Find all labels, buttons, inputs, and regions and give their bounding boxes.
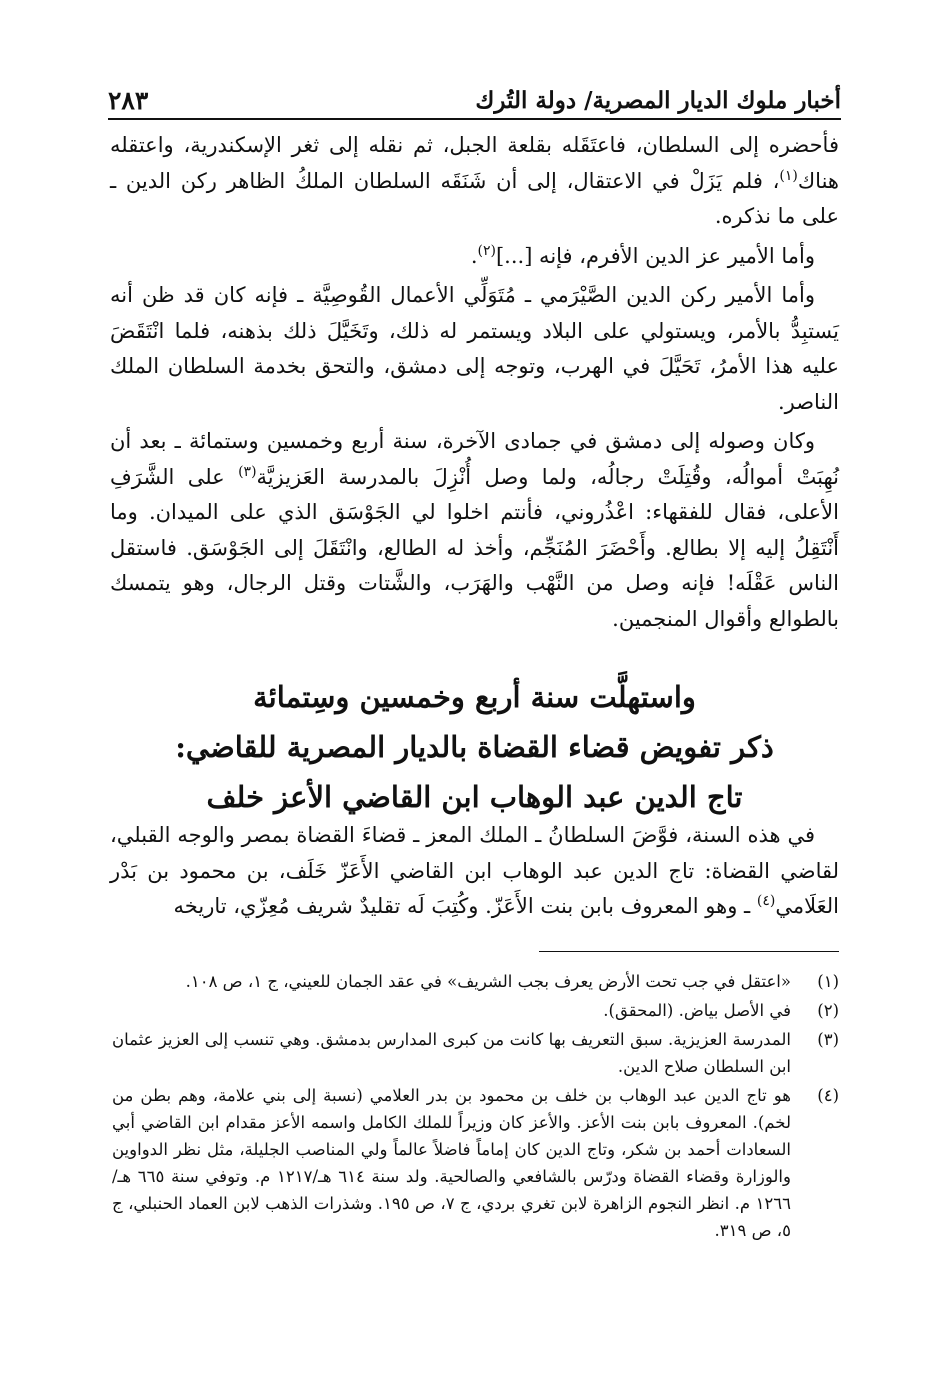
footnote-number: (١)	[817, 972, 839, 991]
footnote-item	[112, 1026, 839, 1080]
paragraph: في هذه السنة، فوَّضَ السلطانُ ـ الملك المعز ـ قضاءَ القضاة بمصر والوجه القبلي، لقاضي القضاة: تاج الدين عبد الوهاب ابن القاضي الأَعَزّ خَلَف، بن محمود بن بَدْر العَلَامي$^{(٤)}$ ـ وهو المعروف بابن بنت الأَعَزّ. وكُتِبَ لَه تقليدٌ شريف مُعِزّي، تاريخه	[110, 823, 839, 918]
main-text	[110, 128, 839, 641]
paragraph: وكان وصوله إلى دمشق في جمادى الآخرة، سنة أربع وخمسين وستمائة ـ بعد أن نُهِبَتْ أموالُه، وقُتِلَتْ رجالُه، ولما وصل أُنْزِلَ بالمدرسة العَزيزيَّة$^{(٣)}$ على الشَّرَفِ الأعلى، فقال للفقهاء: اعْذُروني، فأنتم اخلوا لي الجَوْسَق الذي على الميدان. وما أَنْتَقِلُ إليه إلا بطالع. وأَحْضَرَ المُنَجِّم، وأخذ له الطالع، وانْتَقَلَ إلى الجَوْسَق. فاستقل الناس عَقْلَه! فإنه وصل من النَّهْب والهَرَب، والشَّتات وقتل الرجال، وهو يتمسك بالطوالع وأقوال المنجمين.	[110, 429, 839, 631]
paragraph: فأحضره إلى السلطان، فاعتَقَله بقلعة الجبل، ثم نقله إلى ثغر الإسكندرية، واعتقله هناك$^{(١)}$، فلم يَزَلْ في الاعتقال، إلى أن شَنَقَه السلطان الملكُ الظاهر ركن الدين ـ على ما نذكره.	[110, 133, 839, 228]
heading-title: ذكر تفويض قضاء القضاة بالديار المصرية للقاضي:	[175, 730, 774, 764]
footnote-text: هو تاج الدين عبد الوهاب بن خلف بن محمود بن بدر العلامي (نسبة إلى بني علامة، وهم بطن من لخم). المعروف بابن بنت الأعز. والأعز كان وزيراً للملك الكامل واسمه الأعز مقدام ابن القاضي أبي السعادات أحمد بن شكر، وتاج الدين كان إماماً فاضلاً عالماً ولي المناصب الجليلة، مثل نظر الدواوين والوزارة وقضاء القضاة ودرّس بالشافعي والصالحية. ولد سنة ٦١٤ هـ/١٢١٧ م. وتوفي سنة ٦٦٥ هـ/١٢٦٦ م. انظر النجوم الزاهرة لابن تغري بردي، ج ٧، ص ١٩٥. وشذرات الذهب لابن العماد الحنبلي، ج ٥، ص ٣١٩.	[112, 1086, 792, 1240]
paragraph: وأما الأمير ركن الدين الصَّيْرَمي ـ مُتَوَلِّي الأعمال القُوصِيَّة ـ فإنه كان قد ظن أنه يَستبِدُّ بالأمر، ويستولي على البلاد ويستمر له ذلك، وتَخَيَّلَ ذلك بذهنه، فلما انْتَقَضَ عليه هذا الأمرُ، تَحَيَّلَ في الهرب، وتوجه إلى دمشق، والتحق بخدمة السلطان الملك الناصر.	[110, 283, 839, 414]
running-title: أخبار ملوك الديار المصرية/ دولة التُرك	[475, 87, 841, 114]
footnote-ref: (٣)	[238, 463, 257, 480]
heading-year: واستهلَّت سنة أربع وخمسين وسِتمائة	[253, 680, 696, 714]
footnote-item	[112, 997, 839, 1024]
footnote-number: (٢)	[817, 1001, 839, 1020]
footnote-number: (٣)	[817, 1030, 839, 1049]
footnote-ref: (٤)	[756, 893, 776, 909]
footnote-ref: (١)	[779, 167, 798, 184]
footnote-divider	[539, 951, 839, 952]
footnote-text: المدرسة العزيزية. سبق التعريف بها كانت من كبرى المدارس بدمشق. وهي تنسب إلى العزيز عثمان ابن السلطان صلاح الدين.	[112, 1030, 791, 1076]
running-header	[108, 78, 841, 120]
footnote-number: (٤)	[817, 1086, 839, 1105]
paragraph: وأما الأمير عز الدين الأفرم، فإنه [...]$^{(٢)}$.	[470, 242, 815, 268]
page-number: ٢٨٣	[108, 86, 149, 115]
footnote-text: في الأصل بياض. (المحقق).	[603, 1001, 791, 1020]
heading-subtitle: تاج الدين عبد الوهاب ابن القاضي الأعز خلف	[206, 780, 743, 814]
footnote-item	[112, 968, 839, 995]
section-text	[110, 818, 839, 925]
footnote-ref: (٢)	[477, 242, 496, 259]
footnote-text: «اعتقل في جب تحت الأرض يعرف بجب الشريف» في عقد الجمان للعيني، ج ١، ص ١٠٨.	[185, 972, 791, 991]
footnote-item	[112, 1082, 839, 1244]
footnotes	[112, 968, 839, 1246]
section-heading	[100, 672, 849, 822]
